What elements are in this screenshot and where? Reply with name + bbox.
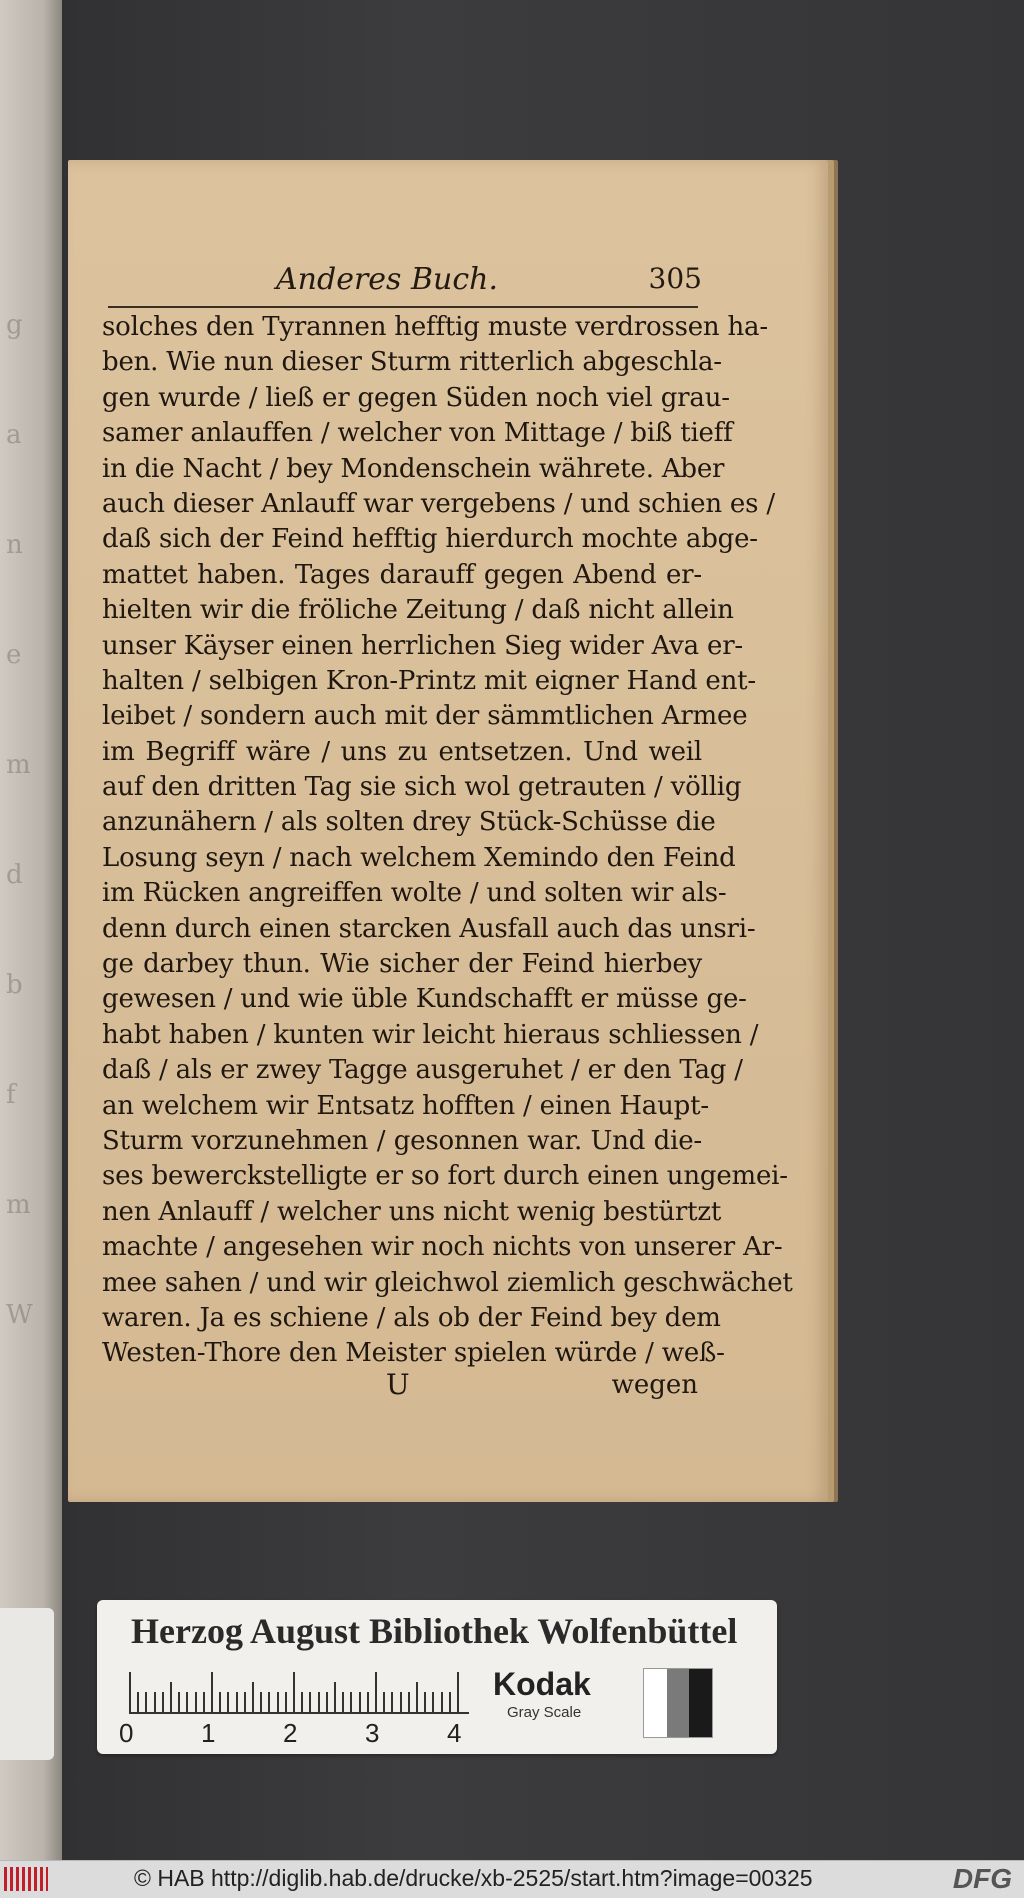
ruler-tick xyxy=(186,1692,188,1712)
ruler-tick xyxy=(326,1692,328,1712)
text-line: daß sich der Feind hefftig hierdurch mochte abge- xyxy=(102,524,758,555)
text-line: gen wurde / ließ er gegen Süden noch viel grau- xyxy=(102,382,730,413)
library-name: Herzog August Bibliothek Wolfenbüttel xyxy=(131,1611,738,1651)
ruler-number: 2 xyxy=(283,1718,298,1748)
ruler-tick xyxy=(145,1692,147,1712)
ruler-tick xyxy=(416,1682,418,1712)
ruler-tick xyxy=(301,1692,303,1712)
text-line: Losung seyn / nach welchem Xemindo den Feind xyxy=(102,842,736,873)
page-header xyxy=(108,256,702,308)
ruler-tick xyxy=(252,1682,254,1712)
ruler-tick xyxy=(400,1692,402,1712)
text-line: ses bewerckstelligte er so fort durch einen ungemei- xyxy=(102,1161,788,1192)
ruler-tick xyxy=(383,1692,385,1712)
ruler-tick xyxy=(211,1672,213,1712)
ruler-tick xyxy=(137,1692,139,1712)
dfg-logo: DFG xyxy=(952,1863,1012,1894)
ruler-number: 1 xyxy=(201,1718,216,1748)
text-line: solches den Tyrannen hefftig muste verdrossen ha- xyxy=(102,312,768,342)
text-line: halten / selbigen Kron-Printz mit eigner Hand ent- xyxy=(102,665,756,696)
ruler-tick xyxy=(334,1682,336,1712)
ruler xyxy=(129,1668,469,1714)
book-page xyxy=(68,160,828,1502)
text-line: hielten wir die fröliche Zeitung / daß nicht allein xyxy=(102,595,734,626)
text-block xyxy=(102,310,793,1372)
ruler-tick xyxy=(367,1692,369,1712)
running-head: Anderes Buch. xyxy=(276,262,498,297)
ruler-tick xyxy=(309,1692,311,1712)
ruler-tick xyxy=(375,1672,377,1712)
ruler-tick xyxy=(195,1692,197,1712)
text-line: gewesen / und wie üble Kundschafft er müsse ge- xyxy=(102,984,747,1015)
text-line: an welchem wir Entsatz hofften / einen Haupt- xyxy=(102,1090,709,1121)
ruler-tick xyxy=(154,1692,156,1712)
text-line: mee sahen / und wir gleichwol ziemlich geschwächet xyxy=(102,1267,793,1298)
text-line: waren. Ja es schiene / als ob der Feind bey dem xyxy=(102,1302,721,1333)
ruler-tick xyxy=(342,1692,344,1712)
ruler-tick xyxy=(457,1672,459,1712)
text-line: nen Anlauff / welcher uns nicht wenig bestürtzt xyxy=(102,1196,722,1227)
text-line: samer anlauffen / welcher von Mittage / biß tieff xyxy=(102,418,733,449)
text-line: machte / angesehen wir noch nichts von unserer Ar- xyxy=(102,1232,783,1263)
text-line: habt haben / kunten wir leicht hieraus schliessen / xyxy=(102,1019,759,1050)
ruler-tick xyxy=(408,1692,410,1712)
text-line: auf den dritten Tag sie sich wol getrauten / völlig xyxy=(102,772,742,803)
ruler-number: 0 xyxy=(119,1718,134,1748)
text-line: auch dieser Anlauff war vergebens / und schien es / xyxy=(102,488,775,519)
ruler-tick xyxy=(170,1682,172,1712)
ruler-tick xyxy=(285,1692,287,1712)
ruler-tick xyxy=(277,1692,279,1712)
previous-page-edge: g a n e m d b f m W xyxy=(0,0,62,1860)
text-line: daß / als er zwey Tagge ausgeruhet / er den Tag / xyxy=(102,1055,743,1086)
hab-logo-icon xyxy=(4,1867,48,1891)
text-line: mattet haben. Tages darauff gegen Abend er- xyxy=(102,559,702,590)
ruler-tick xyxy=(293,1672,295,1712)
gray-scale-patch xyxy=(643,1668,713,1738)
text-line: ge darbey thun. Wie sicher der Feind hierbey xyxy=(102,949,702,980)
copyright-url[interactable]: © HAB http://diglib.hab.de/drucke/xb-2525/start.htm?image=00325 xyxy=(134,1865,813,1891)
ruler-tick xyxy=(244,1692,246,1712)
ruler-tick xyxy=(178,1692,180,1712)
text-line: Sturm vorzunehmen / gesonnen war. Und die- xyxy=(102,1125,702,1156)
gray-scale-label: Gray Scale xyxy=(507,1704,582,1721)
previous-color-card xyxy=(0,1608,54,1760)
ruler-number: 4 xyxy=(447,1718,462,1748)
ruler-tick xyxy=(162,1692,164,1712)
ruler-tick xyxy=(391,1692,393,1712)
ruler-tick xyxy=(219,1692,221,1712)
text-line: leibet / sondern auch mit der sämmtlichen Armee xyxy=(102,701,748,732)
text-line: im Begriff wäre / uns zu entsetzen. Und weil xyxy=(102,736,702,767)
text-line: im Rücken angreiffen wolte / und solten wir als- xyxy=(102,878,727,909)
footer-bar xyxy=(0,1860,1024,1898)
text-line: unser Käyser einen herrlichen Sieg wider Ava er- xyxy=(102,630,744,661)
ruler-tick xyxy=(350,1692,352,1712)
text-line: in die Nacht / bey Mondenschein währete. Aber xyxy=(102,453,725,484)
text-line: Westen-Thore den Meister spielen würde / weß- xyxy=(102,1338,725,1369)
ruler-tick xyxy=(260,1692,262,1712)
catchword: wegen xyxy=(611,1370,698,1400)
ruler-number: 3 xyxy=(365,1718,380,1748)
text-line: denn durch einen starcken Ausfall auch das unsri- xyxy=(102,913,756,944)
ruler-tick xyxy=(449,1692,451,1712)
ruler-tick xyxy=(129,1672,131,1712)
ruler-tick xyxy=(268,1692,270,1712)
ruler-tick xyxy=(441,1692,443,1712)
kodak-logo: Kodak xyxy=(493,1666,591,1702)
ruler-tick xyxy=(203,1692,205,1712)
ruler-tick xyxy=(227,1692,229,1712)
ruler-tick xyxy=(318,1692,320,1712)
text-line: anzunähern / als solten drey Stück-Schüsse die xyxy=(102,807,716,838)
ruler-tick xyxy=(432,1692,434,1712)
ruler-numbers xyxy=(119,1718,479,1748)
page-number: 305 xyxy=(648,262,702,295)
ruler-tick xyxy=(359,1692,361,1712)
ruler-tick xyxy=(424,1692,426,1712)
ruler-tick xyxy=(236,1692,238,1712)
color-calibration-card xyxy=(97,1600,777,1754)
signature-mark: U xyxy=(386,1368,410,1401)
text-line: ben. Wie nun dieser Sturm ritterlich abgeschla- xyxy=(102,347,722,378)
